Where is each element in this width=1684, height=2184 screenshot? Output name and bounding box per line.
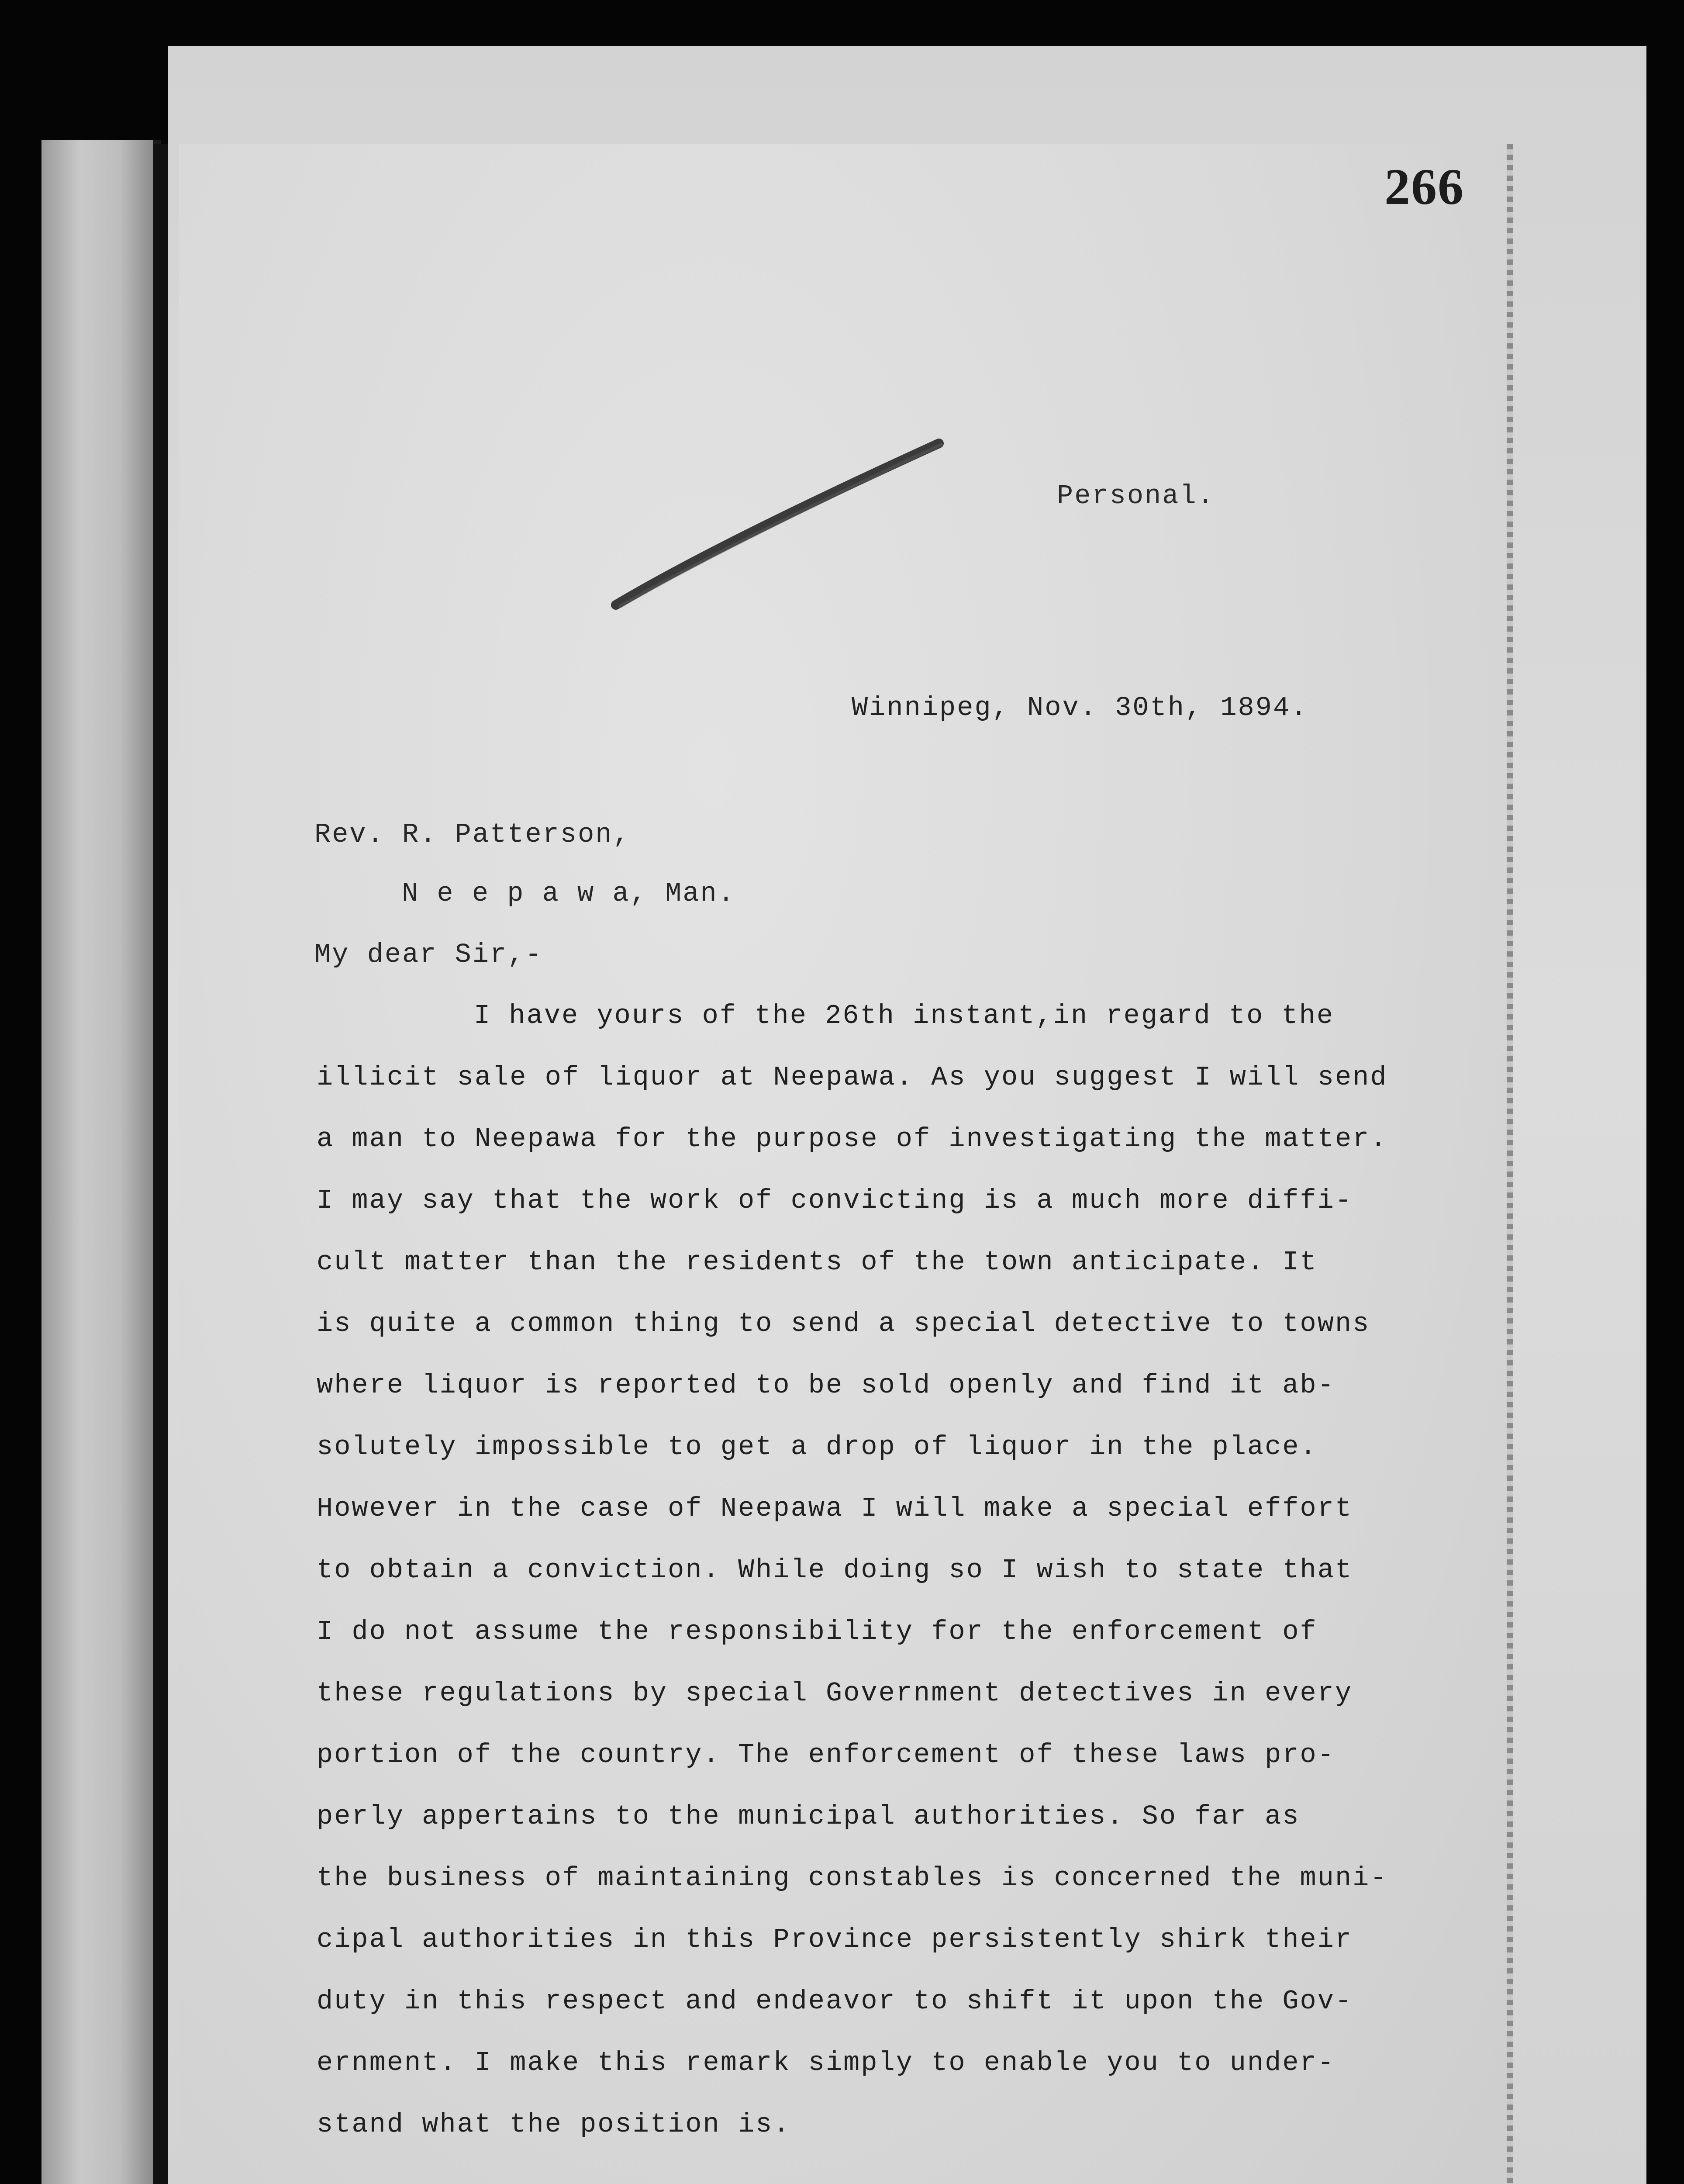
body-line: these regulations by special Government detectives in every (317, 1678, 1353, 1709)
body-line: I may say that the work of convicting is a much more diffi- (317, 1185, 1353, 1216)
letter-body (317, 985, 1408, 2155)
body-line: the business of maintaining constables is concerned the muni- (317, 1863, 1388, 1894)
body-line: illicit sale of liquor at Neepawa. As you suggest I will send (317, 1062, 1388, 1093)
body-line: I do not assume the responsibility for the enforcement of (317, 1616, 1318, 1647)
body-line: is quite a common thing to send a special detective to towns (317, 1308, 1370, 1339)
salutation: My dear Sir,- (314, 939, 543, 970)
dateline: Winnipeg, Nov. 30th, 1894. (852, 692, 1308, 723)
body-line: cult matter than the residents of the town anticipate. It (317, 1247, 1318, 1278)
body-line: to obtain a conviction. While doing so I wish to state that (317, 1555, 1353, 1586)
body-line: stand what the position is. (317, 2109, 791, 2140)
personal-marking: Personal. (1057, 480, 1215, 511)
page-number: 266 (1384, 158, 1464, 215)
body-line: solutely impossible to get a drop of liquor in the place. (317, 1431, 1318, 1462)
body-line: cipal authorities in this Province persistently shirk their (317, 1924, 1353, 1955)
pen-stroke-mark (607, 432, 948, 616)
letter-torn-edge (1507, 144, 1513, 2184)
addressee-name: Rev. R. Patterson, (314, 819, 631, 850)
body-line: portion of the country. The enforcement of these laws pro- (317, 1739, 1335, 1770)
adjacent-page-strip (41, 140, 161, 2184)
body-line: perly appertains to the municipal authorities. So far as (317, 1801, 1300, 1832)
body-line: duty in this respect and endeavor to shift it upon the Gov- (317, 1986, 1353, 2017)
page-gutter-shadow (153, 144, 170, 2184)
addressee-place: N e e p a w a, Man. (402, 878, 735, 909)
body-line: where liquor is reported to be sold openly and find it ab- (317, 1370, 1335, 1401)
body-line: However in the case of Neepawa I will make a special effort (317, 1493, 1353, 1524)
body-line: a man to Neepawa for the purpose of investigating the matter. (317, 1123, 1388, 1154)
body-line: I have yours of the 26th instant,in regard to the (474, 1000, 1335, 1031)
body-line: ernment. I make this remark simply to enable you to under- (317, 2047, 1335, 2078)
